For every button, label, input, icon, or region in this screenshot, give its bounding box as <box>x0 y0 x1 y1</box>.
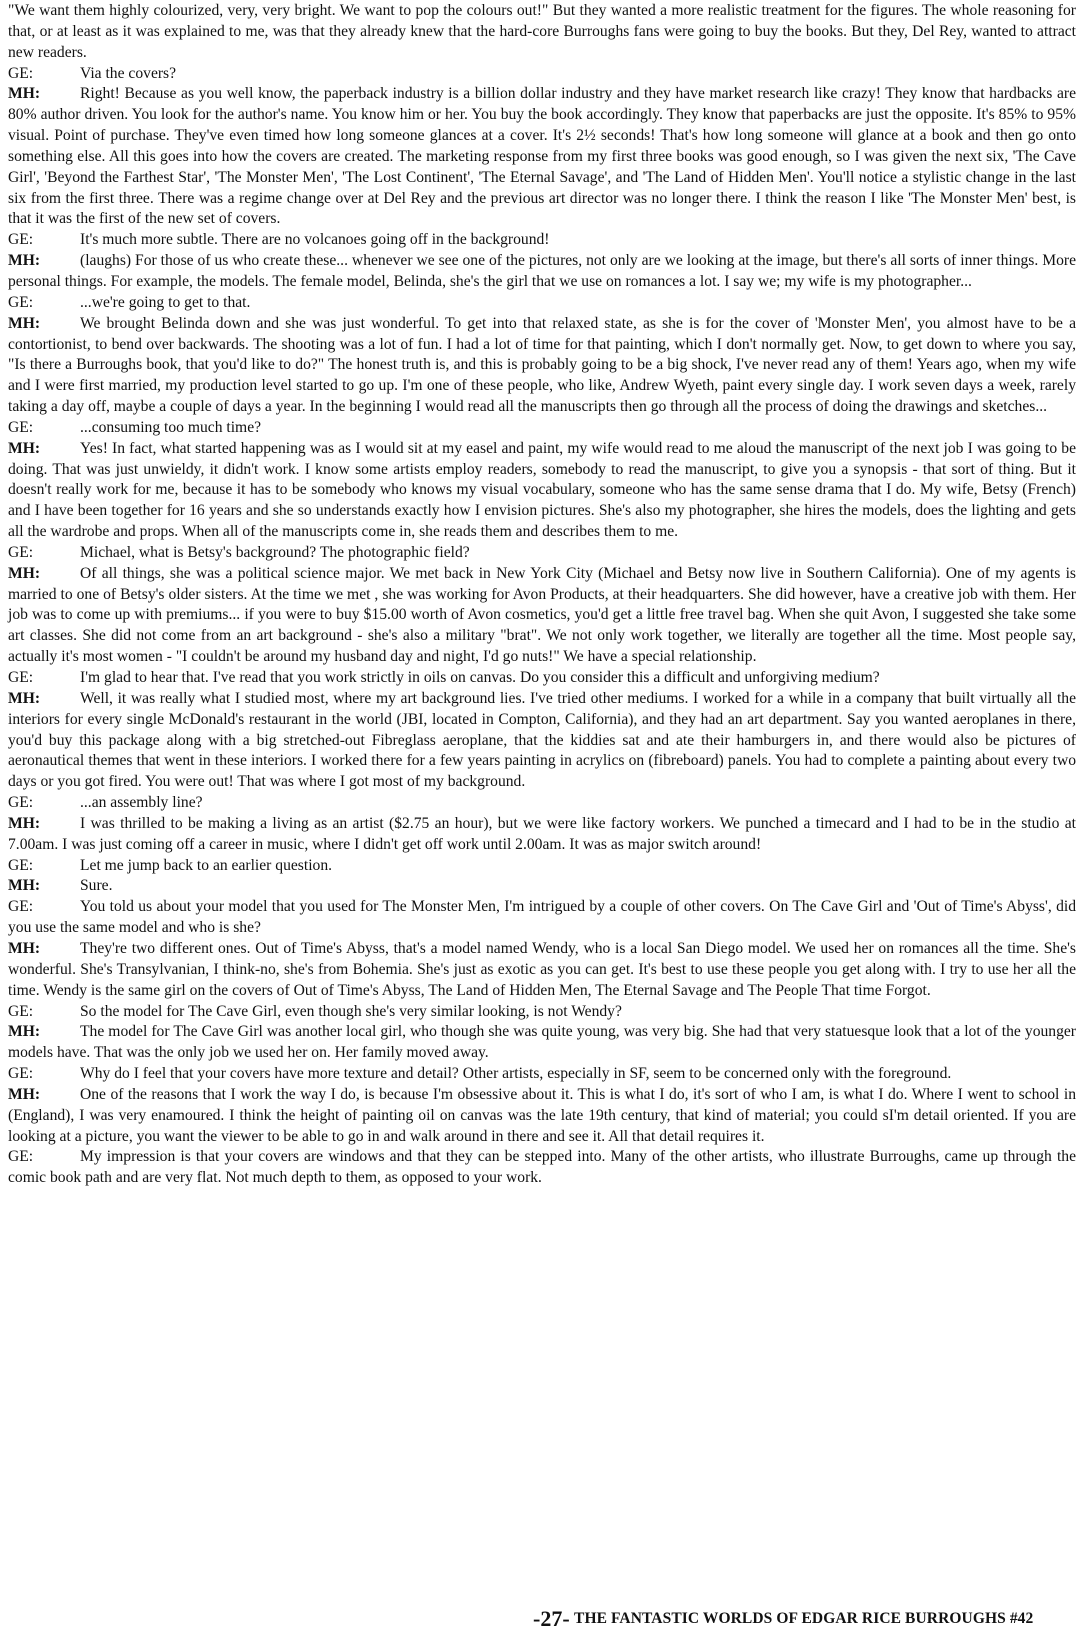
paragraph-text: Why do I feel that your covers have more texture and detail? Other artists, especially in SF, seem to be concerned only with the foreground. <box>80 1065 952 1083</box>
interview-text <box>8 1 1076 1189</box>
paragraph-text: Of all things, she was a political science major. We met back in New York City (Michael and Betsy now live in Southern California). One of my agents is married to one of Betsy's older sisters. At the time we met , she was working for Avon Products, at their headquarters. She did however, have a creative job with them. Her job was to come up with premiums... if you were to buy $15.00 worth of Avon cosmetics, you'd get a little free travel bag. When she quit Avon, I suggested she take some art classes. She did not come from an art background - she's also a military "brat". We not only work together, we literally are together all the time. Most people say, actually it's most women - "I couldn't be around my husband day and night, I'd go nuts!" We have a special relationship. <box>8 564 1076 666</box>
interview-paragraph <box>8 1022 1076 1064</box>
speaker-label: MH: <box>8 564 41 582</box>
speaker-label: GE: <box>8 898 34 916</box>
speaker-label: MH: <box>8 939 41 957</box>
interview-paragraph <box>8 64 1076 85</box>
interview-paragraph <box>8 251 1076 293</box>
interview-paragraph <box>8 1147 1076 1189</box>
interview-paragraph <box>8 543 1076 564</box>
speaker-label: GE: <box>8 1148 34 1166</box>
speaker-label: GE: <box>8 1065 34 1083</box>
paragraph-text: The model for The Cave Girl was another local girl, who though she was quite young, was very big. She had that very statuesque look that a lot of the younger models have. That was the only job we used her on. Her family moved away. <box>8 1023 1076 1062</box>
speaker-label: GE: <box>8 64 34 82</box>
speaker-label: MH: <box>8 1023 41 1041</box>
interview-paragraph <box>8 230 1076 251</box>
speaker-label: MH: <box>8 814 41 832</box>
speaker-label: GE: <box>8 794 34 812</box>
paragraph-text: So the model for The Cave Girl, even though she's very similar looking, is not Wendy? <box>80 1002 622 1020</box>
interview-paragraph <box>8 84 1076 230</box>
page-footer <box>0 1606 1080 1636</box>
interview-paragraph <box>8 1064 1076 1085</box>
paragraph-text: One of the reasons that I work the way I do, is because I'm obsessive about it. This is what I do, it's sort of who I am, is what I do. Where I went to school in (England), I was very enamoured. I think the height of painting oil on canvas was the late 19th century, that kind of material; you could sI'm detail oriented. If you are looking at a picture, you want the viewer to be able to go in and walk around in there and see it. All that detail requires it. <box>8 1085 1076 1145</box>
paragraph-text: Via the covers? <box>80 64 177 82</box>
publication-title: THE FANTASTIC WORLDS OF EDGAR RICE BURROUGHS #42 <box>574 1610 1034 1627</box>
speaker-label: GE: <box>8 1002 34 1020</box>
speaker-label: MH: <box>8 877 41 895</box>
paragraph-text: Michael, what is Betsy's background? The photographic field? <box>80 543 470 561</box>
speaker-label: GE: <box>8 856 34 874</box>
interview-paragraph <box>8 1002 1076 1023</box>
speaker-label: GE: <box>8 293 34 311</box>
interview-paragraph <box>8 668 1076 689</box>
paragraph-text: ...an assembly line? <box>80 794 203 812</box>
paragraph-text: (laughs) For those of us who create these... whenever we see one of the pictures, not only are we looking at the image, but there's all sorts of inner things. More personal things. For example, the models. The female model, Belinda, she's the girl that we use on romances a lot. I say we; my wife is my photographer... <box>8 252 1076 290</box>
interview-paragraph <box>8 876 1076 897</box>
interview-paragraph <box>8 814 1076 856</box>
speaker-label: GE: <box>8 231 34 249</box>
speaker-label: MH: <box>8 85 41 103</box>
paragraph-text: My impression is that your covers are windows and that they can be stepped into. Many of the other artists, who illustrate Burroughs, came up through the comic book path and are very flat. Not much depth to them, as opposed to your work. <box>8 1148 1076 1187</box>
paragraph-text: "We want them highly colourized, very, very bright. We want to pop the colours out!" But they wanted a more realistic treatment for the figures. The whole reasoning for that, or at least as it was explained to me, was that they already knew that the hard-core Burroughs fans were going to buy the books. But they, Del Rey, wanted to attract new readers. <box>8 2 1076 61</box>
speaker-label: GE: <box>8 543 34 561</box>
paragraph-text: I was thrilled to be making a living as an artist ($2.75 an hour), but we were like factory workers. We punched a timecard and I had to be in the studio at 7.00am. I was just coming off a career in music, where I didn't get off work until 2.00am. It was as major switch around! <box>8 814 1076 853</box>
paragraph-text: We brought Belinda down and she was just wonderful. To get into that relaxed state, as she is for the cover of 'Monster Men', you almost have to be a contortionist, to bend over backwards. The shooting was a lot of fun. I had a lot of time for that painting, which I don't normally get. Now, to get down to where you say, "Is there a Burroughs book, that you'd like to do?" The honest truth is, and this is probably going to be a big shock, I've never read any of them! Years ago, when my wife and I were first married, my production level started to go up. I'm one of these people, who like, Andrew Wyeth, paint every single day. I work seven days a week, rarely taking a day off, maybe a couple of days a year. In the beginning I would read all the manuscripts then go through all the process of doing the drawings and sketches... <box>8 314 1076 416</box>
speaker-label: GE: <box>8 669 34 686</box>
paragraph-text: They're two different ones. Out of Time's Abyss, that's a model named Wendy, who is a local San Diego model. We used her on romances all the time. She's wonderful. She's Transylvanian, I think-no, she's from Bohemia. She's just as exotic as you can get. It's best to use these people you get along with. I try to use her all the time. Wendy is the same girl on the covers of Out of Time's Abyss, The Land of Hidden Men, The Eternal Savage and The People That time Forgot. <box>8 939 1076 999</box>
interview-paragraph <box>8 439 1076 543</box>
speaker-label: MH: <box>8 439 41 457</box>
interview-paragraph <box>8 564 1076 668</box>
speaker-label: MH: <box>8 689 41 707</box>
speaker-label: MH: <box>8 252 41 270</box>
paragraph-text: ...we're going to get to that. <box>80 293 251 311</box>
interview-paragraph <box>8 418 1076 439</box>
page-number: -27- <box>533 1606 570 1631</box>
interview-paragraph <box>8 314 1076 418</box>
paragraph-text: Well, it was really what I studied most, where my art background lies. I've tried other mediums. I worked for a while in a company that built virtually all the interiors for every single McDonald's restaurant in the world (JBI, located in Compton, California), and they had an art department. Say you wanted aeroplanes in there, you'd buy this package along with a big stretched-out Fibreglass aeroplane, that the kiddies sat and ate their hamburgers in, and there would also be pictures of aeronautical themes that went in these interiors. I worked there for a few years painting in acrylics on (fibreboard) panels. You had to complete a painting about every two days or you got fired. You were out! That was where I got most of my background. <box>8 689 1076 791</box>
interview-paragraph <box>8 1 1076 64</box>
paragraph-text: You told us about your model that you used for The Monster Men, I'm intrigued by a couple of other covers. On The Cave Girl and 'Out of Time's Abyss', did you use the same model and who is she? <box>8 898 1076 937</box>
paragraph-text: It's much more subtle. There are no volcanoes going off in the background! <box>80 231 550 249</box>
interview-paragraph <box>8 856 1076 877</box>
speaker-label: GE: <box>8 418 34 436</box>
speaker-label: MH: <box>8 1085 41 1103</box>
paragraph-text: Let me jump back to an earlier question. <box>80 856 333 874</box>
speaker-label: MH: <box>8 314 41 332</box>
paragraph-text: Sure. <box>80 877 113 895</box>
interview-paragraph <box>8 689 1076 793</box>
interview-paragraph <box>8 793 1076 814</box>
paragraph-text: Right! Because as you well know, the paperback industry is a billion dollar industry and they have market research like crazy! They know that hardbacks are 80% author driven. You look for the author's name. You know him or her. You buy the book accordingly. They know that paperbacks are just the opposite. It's 85% to 95% visual. Point of purchase. They've even timed how long someone glances at a cover. It's 2½ seconds! That's how long someone will glance at a book and then go onto something else. All this goes into how the covers are created. The marketing response from my first three books was good enough, so I was given the next six, 'The Cave Girl', 'Beyond the Farthest Star', 'The Monster Men', 'The Lost Continent', 'The Eternal Savage', and 'The Land of Hidden Men'. You'll notice a stylistic change in the last six from the first three. There was a regime change over at Del Rey and the previous art director was no longer there. I think the reason I like 'The Monster Men' best, is that it was the first of the new set of covers. <box>8 85 1076 228</box>
paragraph-text: Yes! In fact, what started happening was as I would sit at my easel and paint, my wife would read to me aloud the manuscript of the next job I was going to be doing. That was just unwieldy, it didn't work. I know some artists employ readers, somebody to read the manuscript, to give you a synopsis - that sort of thing. But it doesn't really work for me, because it has to be somebody who knows my visual vocabulary, someone who has the same sense drama that I do. My wife, Betsy (French) and I have been together for 16 years and she so understands exactly how I envision pictures. She's also my photographer, she hires the models, does the lighting and gets all the wardrobe and props. When all of the manuscripts come in, she reads them and describes them to me. <box>8 439 1076 541</box>
paragraph-text: ...consuming too much time? <box>80 418 262 436</box>
interview-paragraph <box>8 939 1076 1002</box>
paragraph-text: I'm glad to hear that. I've read that you work strictly in oils on canvas. Do you consider this a difficult and unforgiving medium? <box>80 669 880 686</box>
interview-paragraph <box>8 293 1076 314</box>
interview-paragraph <box>8 897 1076 939</box>
interview-paragraph <box>8 1085 1076 1148</box>
